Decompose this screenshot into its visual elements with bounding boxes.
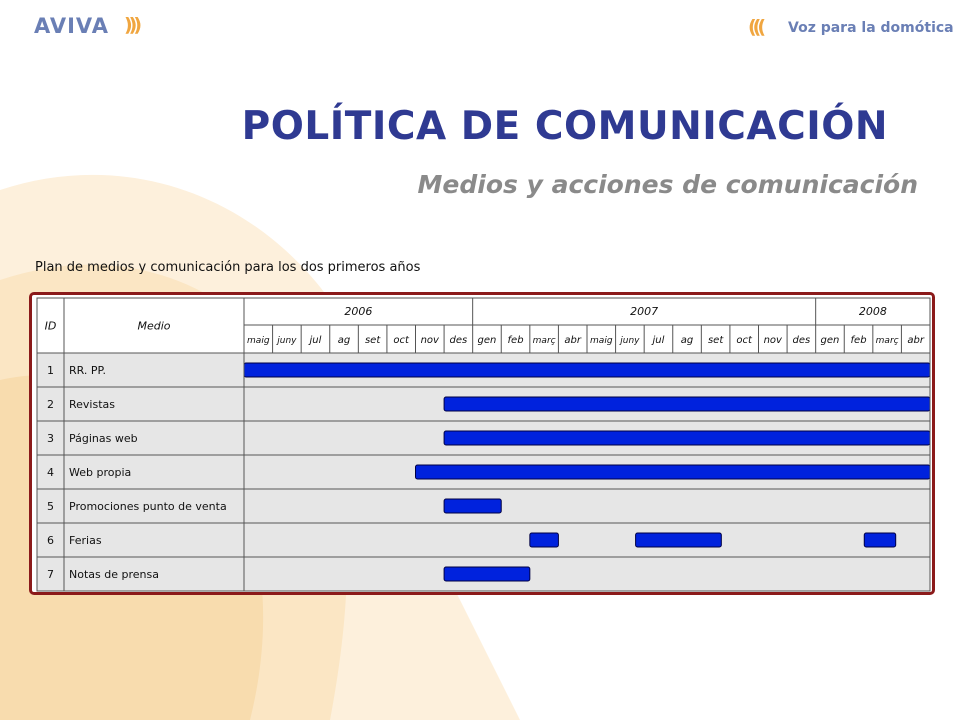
sound-waves-icon: ((( bbox=[748, 16, 763, 38]
row-id: 5 bbox=[47, 500, 54, 513]
gantt-bar bbox=[444, 431, 930, 445]
month-label: des bbox=[792, 335, 811, 346]
month-label: abr bbox=[907, 335, 925, 346]
month-label: maig bbox=[247, 336, 270, 346]
year-label: 2008 bbox=[858, 305, 887, 318]
row-medio: Revistas bbox=[69, 398, 115, 411]
month-label: maig bbox=[590, 336, 613, 346]
month-label: des bbox=[449, 335, 468, 346]
month-label: set bbox=[707, 335, 724, 346]
month-label: juny bbox=[277, 336, 297, 346]
row-medio: Notas de prensa bbox=[69, 568, 159, 581]
gantt-bar bbox=[530, 533, 559, 547]
medio-header: Medio bbox=[137, 319, 171, 333]
page-subtitle: Medios y acciones de comunicación bbox=[417, 170, 918, 199]
page-title: POLÍTICA DE COMUNICACIÓN bbox=[241, 104, 888, 149]
row-id: 3 bbox=[47, 432, 54, 445]
month-label: març bbox=[875, 336, 899, 346]
id-header: ID bbox=[44, 319, 57, 333]
row-id: 1 bbox=[47, 364, 54, 377]
month-label: jul bbox=[652, 335, 665, 346]
row-medio: Ferias bbox=[69, 534, 102, 547]
month-label: ag bbox=[337, 335, 351, 346]
aviva-chevrons-icon: ))) bbox=[124, 14, 139, 36]
row-id: 7 bbox=[47, 568, 54, 581]
month-label: gen bbox=[820, 335, 840, 346]
gantt-bar bbox=[244, 363, 930, 377]
month-label: ag bbox=[680, 335, 694, 346]
month-label: feb bbox=[850, 335, 867, 346]
month-label: abr bbox=[564, 335, 582, 346]
gantt-bar bbox=[636, 533, 722, 547]
aviva-logo: AVIVA bbox=[34, 14, 109, 38]
gantt-bar bbox=[444, 499, 501, 513]
month-label: jul bbox=[309, 335, 322, 346]
month-label: gen bbox=[477, 335, 497, 346]
month-label: març bbox=[532, 336, 556, 346]
month-label: nov bbox=[420, 335, 439, 346]
gantt-bar bbox=[444, 567, 530, 581]
month-label: oct bbox=[736, 335, 752, 346]
row-id: 4 bbox=[47, 466, 54, 479]
month-label: oct bbox=[393, 335, 409, 346]
gantt-bar bbox=[416, 465, 931, 479]
gantt-bar bbox=[864, 533, 895, 547]
month-label: juny bbox=[620, 336, 640, 346]
row-medio: Promociones punto de venta bbox=[69, 500, 227, 513]
gantt-caption: Plan de medios y comunicación para los dos primeros años bbox=[35, 260, 421, 275]
year-label: 2006 bbox=[344, 305, 373, 318]
voz-domotica-logo: Voz para la domótica bbox=[788, 20, 954, 36]
row-medio: Web propia bbox=[69, 466, 132, 479]
year-label: 2007 bbox=[630, 305, 659, 318]
month-label: nov bbox=[763, 335, 782, 346]
month-label: feb bbox=[507, 335, 524, 346]
row-medio: Páginas web bbox=[69, 432, 138, 445]
gantt-bar bbox=[444, 397, 930, 411]
month-label: set bbox=[364, 335, 381, 346]
row-id: 2 bbox=[47, 398, 54, 411]
row-medio: RR. PP. bbox=[69, 364, 106, 377]
row-id: 6 bbox=[47, 534, 54, 547]
